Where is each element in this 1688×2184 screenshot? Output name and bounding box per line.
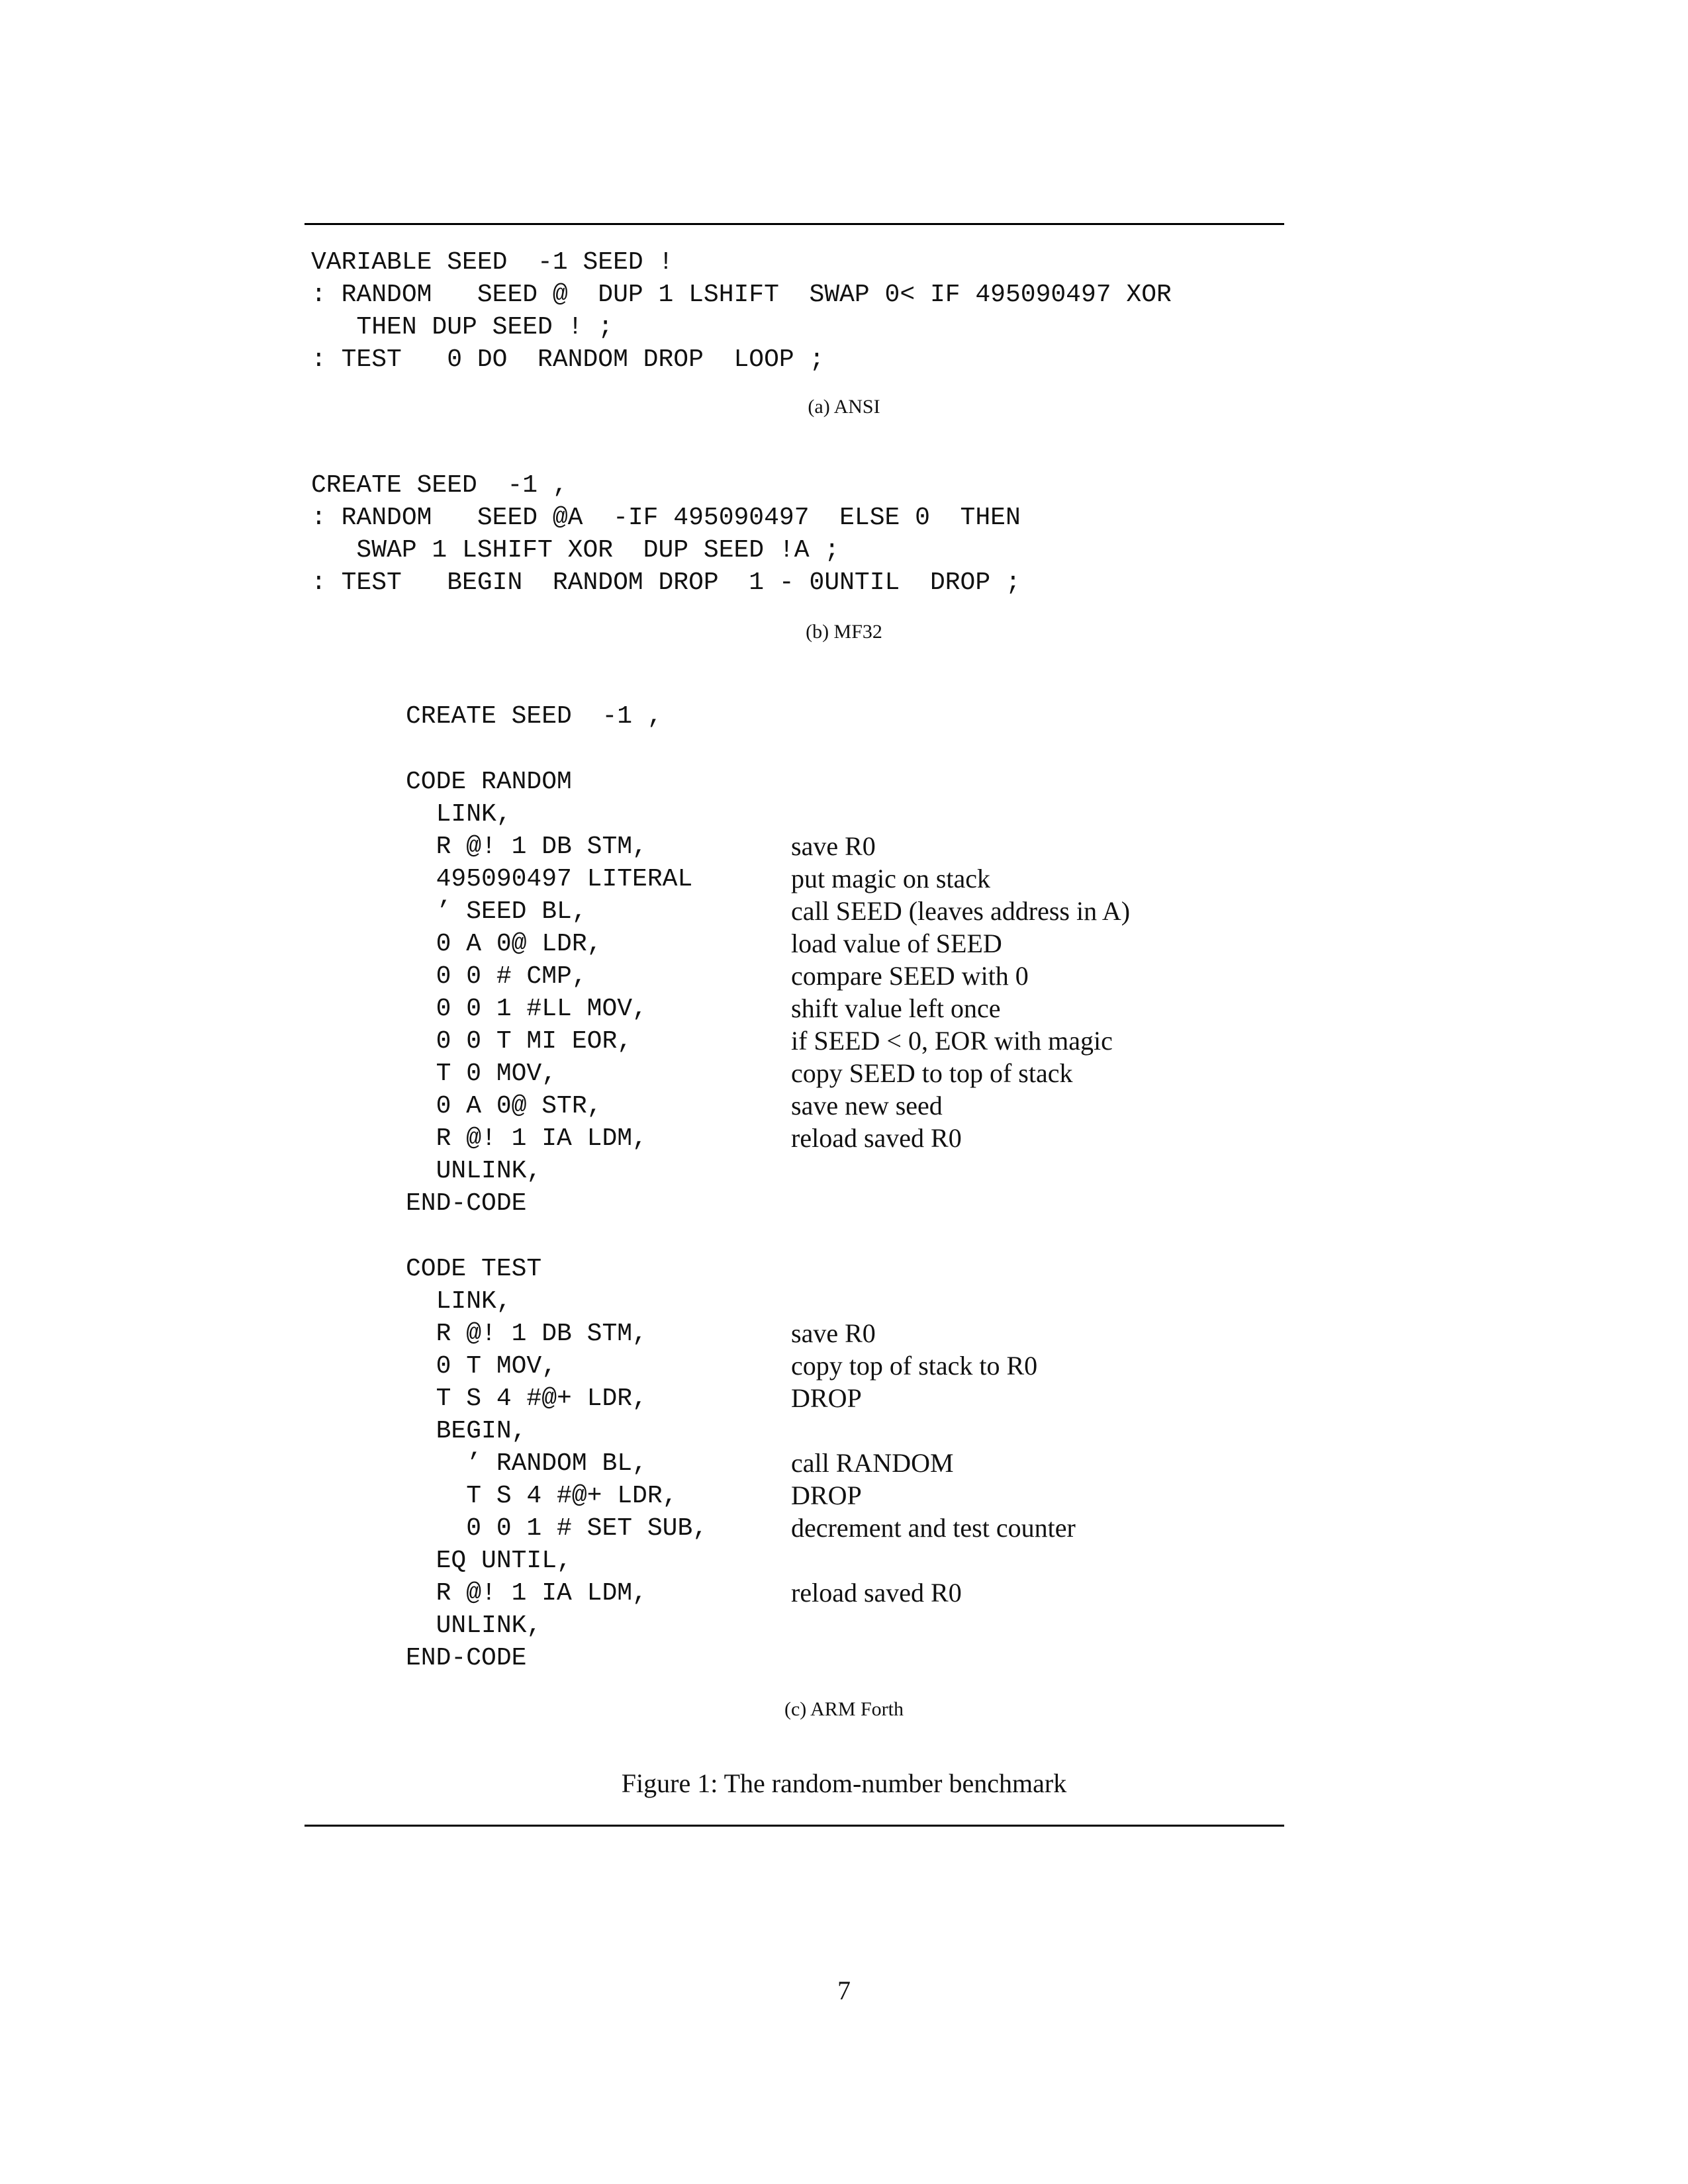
code-comment: shift value left once — [791, 993, 1001, 1023]
code-line: : RANDOM SEED @A -IF 495090497 ELSE 0 THEN — [311, 504, 1021, 532]
code-line: CODE RANDOM — [406, 768, 572, 796]
code-comment: copy top of stack to R0 — [791, 1351, 1038, 1381]
code-comment: copy SEED to top of stack — [791, 1058, 1073, 1088]
code-line: R @! 1 IA LDM, — [406, 1579, 647, 1608]
figure-caption: Figure 1: The random-number benchmark — [621, 1768, 1067, 1798]
code-line: 0 0 1 #LL MOV, — [406, 995, 647, 1023]
code-line: CREATE SEED -1 , — [311, 471, 568, 500]
code-line: BEGIN, — [406, 1417, 527, 1445]
ansi-listing — [0, 0, 1688, 374]
code-line: 0 T MOV, — [406, 1352, 557, 1381]
code-line: ’ SEED BL, — [406, 897, 587, 926]
code-line: R @! 1 DB STM, — [406, 1320, 647, 1348]
code-line: : TEST BEGIN RANDOM DROP 1 - 0UNTIL DROP ; — [311, 569, 1021, 597]
top-rule — [305, 223, 1284, 225]
code-line: T S 4 #@+ LDR, — [406, 1385, 647, 1413]
code-comment: save R0 — [791, 831, 876, 861]
code-line: END-CODE — [406, 1189, 527, 1218]
code-line: EQ UNTIL, — [406, 1547, 572, 1575]
code-line: CREATE SEED -1 , — [406, 702, 663, 731]
page-number: 7 — [837, 1976, 851, 2005]
code-line: 0 0 1 # SET SUB, — [406, 1514, 708, 1543]
code-line: 0 A 0@ STR, — [406, 1092, 602, 1120]
code-line: ’ RANDOM BL, — [406, 1449, 647, 1478]
code-line: : RANDOM SEED @ DUP 1 LSHIFT SWAP 0< IF 495090497 XOR — [311, 281, 1172, 309]
subfigure-caption-mf32: (b) MF32 — [806, 621, 882, 643]
code-line: END-CODE — [406, 1644, 527, 1672]
code-line: LINK, — [406, 800, 512, 829]
code-line: UNLINK, — [406, 1157, 542, 1185]
code-line: R @! 1 DB STM, — [406, 833, 647, 861]
code-comment: save R0 — [791, 1318, 876, 1348]
code-comment: reload saved R0 — [791, 1578, 962, 1608]
code-comment: if SEED < 0, EOR with magic — [791, 1026, 1113, 1056]
code-line: 495090497 LITERAL — [406, 865, 693, 893]
code-comment: call SEED (leaves address in A) — [791, 896, 1131, 926]
code-comment: decrement and test counter — [791, 1513, 1076, 1543]
code-line: 0 0 # CMP, — [406, 962, 587, 991]
code-line: VARIABLE SEED -1 SEED ! — [311, 248, 674, 277]
code-comment: call RANDOM — [791, 1448, 954, 1478]
code-comment: DROP — [791, 1480, 862, 1510]
code-line: : TEST 0 DO RANDOM DROP LOOP ; — [311, 345, 825, 374]
code-line: T 0 MOV, — [406, 1060, 557, 1088]
code-line: 0 0 T MI EOR, — [406, 1027, 633, 1056]
code-comment: put magic on stack — [791, 864, 991, 893]
subfigure-caption-ansi: (a) ANSI — [808, 396, 880, 418]
code-line: LINK, — [406, 1287, 512, 1316]
code-line: THEN DUP SEED ! ; — [311, 313, 614, 341]
code-comment: reload saved R0 — [791, 1123, 962, 1153]
code-comment: save new seed — [791, 1091, 943, 1120]
code-comment: compare SEED with 0 — [791, 961, 1029, 991]
code-line: UNLINK, — [406, 1612, 542, 1640]
bottom-rule — [305, 1825, 1284, 1827]
code-line: CODE TEST — [406, 1255, 542, 1283]
code-line: SWAP 1 LSHIFT XOR DUP SEED !A ; — [311, 536, 840, 565]
subfigure-caption-arm: (c) ARM Forth — [784, 1698, 904, 1720]
code-comment: load value of SEED — [791, 929, 1002, 958]
code-line: R @! 1 IA LDM, — [406, 1124, 647, 1153]
code-comment: DROP — [791, 1383, 862, 1413]
code-line: T S 4 #@+ LDR, — [406, 1482, 678, 1510]
code-line: 0 A 0@ LDR, — [406, 930, 602, 958]
